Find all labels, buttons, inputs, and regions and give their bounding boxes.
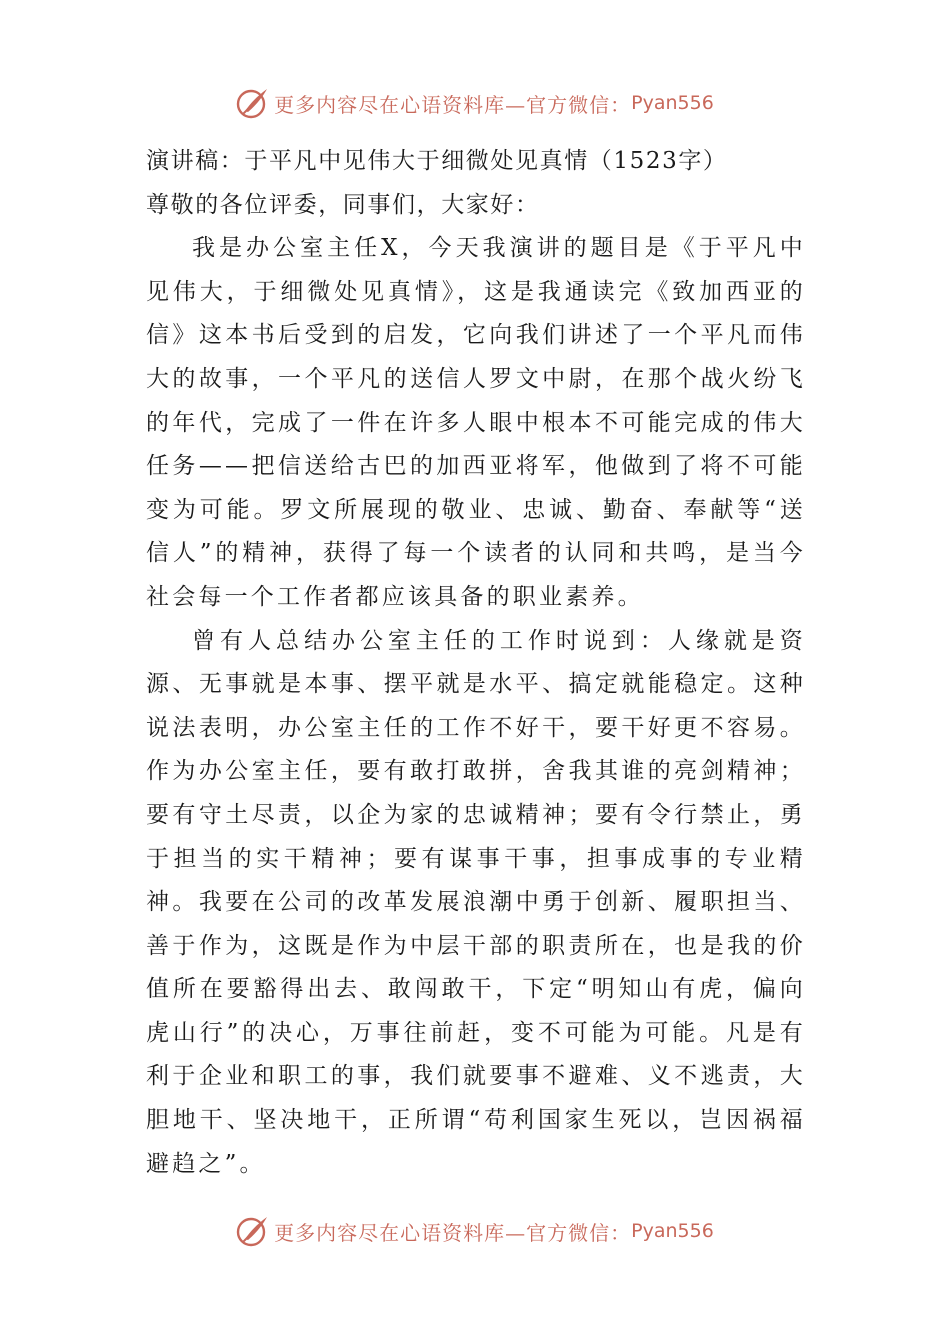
footer-watermark: [0, 1214, 950, 1248]
watermark-wechat-id: Pyan556: [631, 92, 714, 114]
watermark-wechat-id: Pyan556: [631, 1220, 714, 1242]
watermark-text: 更多内容尽在心语资料库—官方微信：: [274, 92, 632, 117]
header-watermark: [0, 86, 950, 120]
watermark-text: 更多内容尽在心语资料库—官方微信：: [274, 1220, 632, 1245]
salutation: 尊敬的各位评委，同事们，大家好：: [146, 191, 540, 218]
quill-pen-logo-icon: [236, 1214, 270, 1248]
paragraph-1: 我是办公室主任X，今天我演讲的题目是《于平凡中见伟大，于细微处见真情》，这是我通读完《致加西亚的信》这本书后受到的启发，它向我们讲述了一个平凡而伟大的故事，一个平凡的送信人罗文中尉，在那个战火纷飞的年代，完成了一件在许多人眼中根本不可能完成的伟大任务——把信送给古巴的加西亚将军，他做到了将不可能变为可能。罗文所展现的敬业、忠诚、勤奋、奉献等“送信人”的精神，获得了每一个读者的认同和共鸣，是当今社会每一个工作者都应该具备的职业素养。: [146, 235, 806, 610]
paragraph-2: 曾有人总结办公室主任的工作时说到：人缘就是资源、无事就是本事、摆平就是水平、搞定就能稳定。这种说法表明，办公室主任的工作不好干，要干好更不容易。作为办公室主任，要有敢打敢拼，舍我其谁的亮剑精神；要有守土尽责，以企为家的忠诚精神；要有令行禁止，勇于担当的实干精神；要有谋事干事，担事成事的专业精神。我要在公司的改革发展浪潮中勇于创新、履职担当、善于作为，这既是作为中层干部的职责所在，也是我的价值所在要豁得出去、敢闯敢干，下定“明知山有虎，偏向虎山行”的决心，万事往前赶，变不可能为可能。凡是有利于企业和职工的事，我们就要事不避难、义不逃责，大胆地干、坚决地干，正所谓“苟利国家生死以，岂因祸福避趋之”。: [146, 627, 806, 1177]
document-body: [146, 140, 806, 1186]
document-title: 演讲稿：于平凡中见伟大于细微处见真情（1523字）: [146, 148, 728, 174]
quill-pen-logo-icon: [236, 86, 270, 120]
